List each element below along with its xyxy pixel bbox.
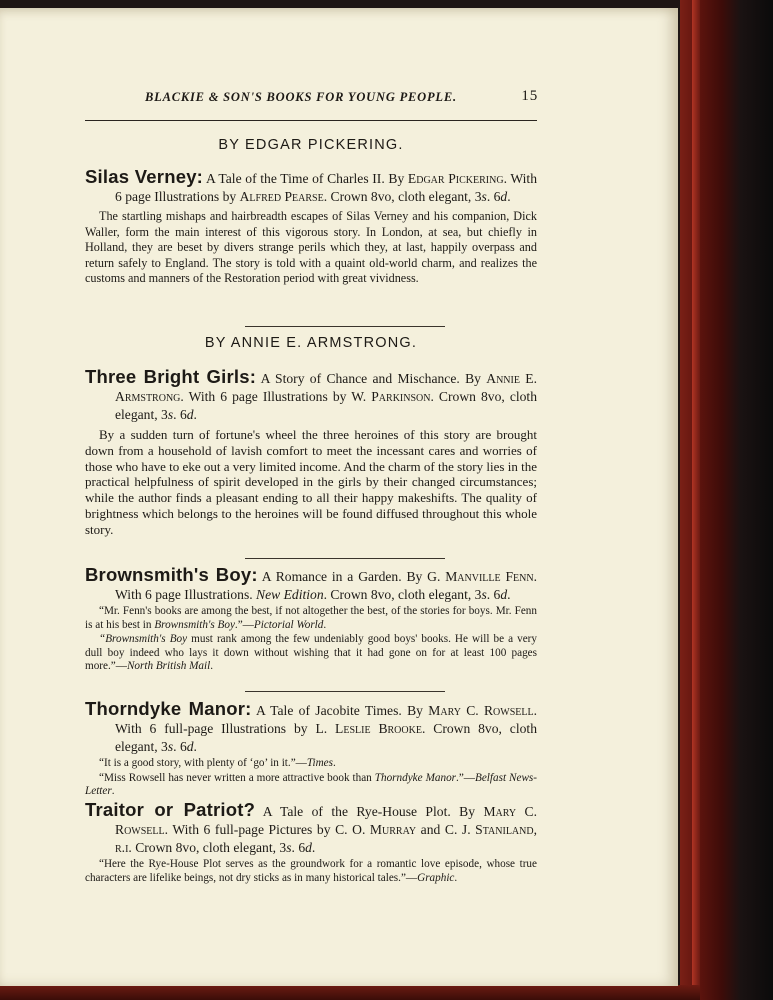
book-illustrator: Staniland, r.i. — [115, 822, 537, 855]
book-listing: Three Bright Girls: A Story of Chance and Mischance. By Annie E. Armstrong. With 6 page Illustrations by W. Parkinson. Crown 8vo, cloth elegant, 3s. 6d. — [85, 366, 537, 422]
section-divider — [245, 691, 445, 692]
book-entry-three-bright-girls — [85, 368, 537, 538]
book-page — [0, 8, 678, 986]
section-heading-armstrong: BY ANNIE E. ARMSTRONG. — [204, 335, 418, 351]
binding-edge — [692, 0, 700, 990]
book-entry-silas-verney — [85, 168, 537, 287]
book-title: Traitor or Patriot? — [85, 799, 256, 820]
book-illustrator: Murray — [369, 822, 417, 837]
book-edition: New Edition — [256, 587, 324, 602]
review-source: Times — [306, 757, 333, 769]
book-title: Thorndyke Manor: — [85, 698, 252, 719]
book-title: Three Bright Girls: — [85, 366, 257, 387]
bottom-cover-edge — [0, 985, 700, 1000]
header-rule — [85, 120, 537, 121]
book-title: Silas Verney: — [85, 166, 204, 187]
book-title: Brownsmith's Boy: — [85, 564, 258, 585]
book-review: “Mr. Fenn's books are among the best, if not altogether the best, of the stories for boys. Mr. Fenn is at his best in Brownsmith's Boy.”—Pictorial World. — [85, 605, 537, 631]
book-author: Manville Fenn — [445, 569, 534, 584]
book-review: “Here the Rye-House Plot serves as the groundwork for a romantic love episode, whose true characters are lifelike beings, not dry sticks as in many historical tales.”—Graphic. — [85, 858, 537, 884]
book-entry-traitor-or-patriot — [85, 801, 537, 885]
book-illustrator: Leslie Brooke — [335, 721, 422, 736]
book-listing: Thorndyke Manor: A Tale of Jacobite Times. By Mary C. Rowsell. With 6 full-page Illustrations by L. Leslie Brooke. Crown 8vo, cloth elegant, 3s. 6d. — [85, 698, 538, 754]
book-author: Mary C. Rowsell — [428, 703, 534, 718]
review-source: Graphic — [417, 871, 455, 884]
page-number: 15 — [521, 88, 538, 104]
running-head — [60, 88, 538, 110]
book-review: “Miss Rowsell has never written a more attractive book than Thorndyke Manor.”—Belfast News-Letter. — [85, 771, 537, 797]
book-listing: Silas Verney: A Tale of the Time of Charles II. By Edgar Pickering. With 6 page Illustrations by Alfred Pearse. Crown 8vo, cloth elegant, 3s. 6d. — [85, 166, 538, 204]
book-binding — [680, 0, 773, 1000]
running-title: BLACKIE & SON'S BOOKS FOR YOUNG PEOPLE. — [145, 90, 457, 104]
review-source: North British Mail — [126, 660, 211, 672]
book-review: “Brownsmith's Boy must rank among the few undeniably good boys' books. He will be a very dull boy indeed who lays it down without wishing that it had gone on for at least 100 pages more.”—North British Mail. — [85, 633, 538, 672]
book-illustrator: Parkinson — [371, 389, 431, 404]
review-source: Belfast News-Letter — [85, 771, 537, 797]
book-listing: Traitor or Patriot? A Tale of the Rye-House Plot. By Mary C. Rowsell. With 6 full-page Pictures by C. O. Murray and C. J. Staniland, r.i. Crown 8vo, cloth elegant, 3s. 6d. — [85, 799, 537, 855]
book-entry-thorndyke-manor — [85, 700, 537, 799]
book-author: Mary C. Rowsell — [115, 804, 537, 837]
book-review: “It is a good story, with plenty of ‘go’ in it.”—Times. — [99, 757, 336, 769]
section-divider — [245, 558, 445, 559]
review-source: Pictorial World — [253, 618, 324, 631]
section-divider — [245, 326, 445, 327]
book-listing: Brownsmith's Boy: A Romance in a Garden. By G. Manville Fenn. With 6 page Illustrations. New Edition. Crown 8vo, cloth elegant, 3s. 6d. — [85, 564, 537, 602]
book-description: By a sudden turn of fortune's wheel the three heroines of this story are brought down from a household of lavish comfort to meet the incessant cares and worries of those who have to eke out a very limited income. And the charm of the story lies in the practical helpfulness of spirit developed in the girls by their changed circumstances; while the author finds a pleasant ending to all their happy makeshifts. The quality of brightness which belongs to the heroines will be found diffused throughout this whole story. — [85, 427, 537, 537]
book-author: Annie E. Armstrong — [115, 371, 537, 404]
book-entry-brownsmiths-boy — [85, 566, 537, 674]
section-heading-pickering: BY EDGAR PICKERING. — [218, 137, 404, 153]
book-description: The startling mishaps and hairbreadth escapes of Silas Verney and his companion, Dick Waller, form the main interest of this vigorous story. In London, at sea, but chiefly in Holland, they are beset by divers strange perils which they, at last, happily overpass and return safely to England. The story is told with a quaint old-world charm, and realizes the customs and manners of the Restoration period with great vividness. — [85, 209, 537, 285]
book-author: Edgar Pickering — [407, 171, 504, 186]
book-illustrator: Alfred Pearse — [239, 189, 324, 204]
